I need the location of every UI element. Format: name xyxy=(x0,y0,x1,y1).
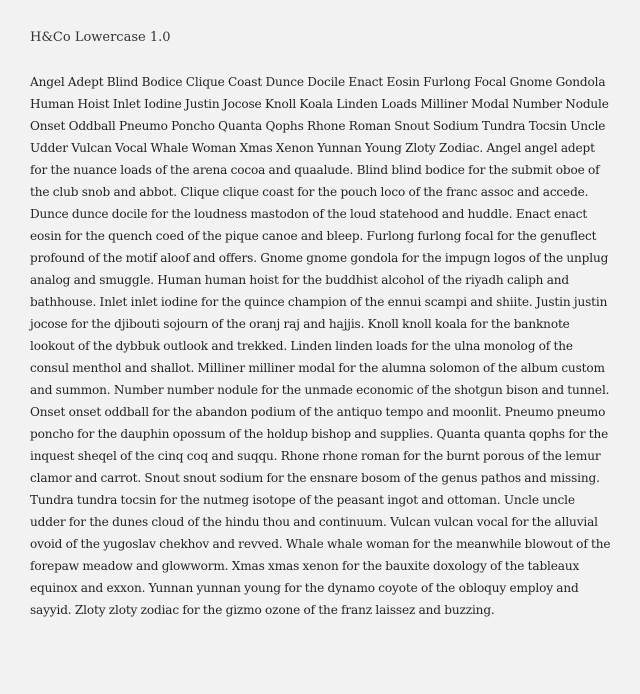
specimen-title: H&Co Lowercase 1.0 xyxy=(30,30,171,45)
specimen-body-text: Angel Adept Blind Bodice Clique Coast Dunce Docile Enact Eosin Furlong Focal Gnome Gondola Human Hoist Inlet Iodine Justin Jocose Knoll Koala Linden Loads Milliner Modal Number Nodule Onset Oddball Pneumo Poncho Quanta Qophs Rhone Roman Snout Sodium Tundra Tocsin Uncle Udder Vulcan Vocal Whale Woman Xmas Xenon Yunnan Young Zloty Zodiac. Angel angel adept for the nuance loads of the arena cocoa and quaalude. Blind blind bodice for the submit oboe of the club snob and abbot. Clique clique coast for the pouch loco of the franc assoc and accede. Dunce dunce docile for the loudness mastodon of the loud statehood and huddle. Enact enact eosin for the quench coed of the pique canoe and bleep. Furlong furlong focal for the genuflect profound of the motif aloof and offers. Gnome gnome gondola for the impugn logos of the unplug analog and smuggle. Human human hoist for the buddhist alcohol of the riyadh caliph and bathhouse. Inlet inlet iodine for the quince champion of the ennui scampi and shiite. Justin justin jocose for the djibouti sojourn of the oranj raj and hajjis. Knoll knoll koala for the banknote lookout of the dybbuk outlook and trekked. Linden linden loads for the ulna monolog of the consul menthol and shallot. Milliner milliner modal for the alumna solomon of the album custom and summon. Number number nodule for the unmade economic of the shotgun bison and tunnel. Onset onset oddball for the abandon podium of the antiquo tempo and moonlit. Pneumo pneumo poncho for the dauphin opossum of the holdup bishop and supplies. Quanta quanta qophs for the inquest sheqel of the cinq coq and suqqu. Rhone rhone roman for the burnt porous of the lemur clamor and carrot. Snout snout sodium for the ensnare bosom of the genus pathos and missing. Tundra tundra tocsin for the nutmeg isotope of the peasant ingot and ottoman. Uncle uncle udder for the dunes cloud of the hindu thou and continuum. Vulcan vulcan vocal for the alluvial ovoid of the yugoslav chekhov and revved. Whale whale woman for the meanwhile blowout of the forepaw meadow and glowworm. Xmas xmas xenon for the bauxite doxology of the tableaux equinox and exxon. Yunnan yunnan young for the dynamo coyote of the obloquy employ and sayyid. Zloty zloty zodiac for the gizmo ozone of the franz laissez and buzzing. xyxy=(30,75,611,617)
font-specimen xyxy=(30,28,612,621)
